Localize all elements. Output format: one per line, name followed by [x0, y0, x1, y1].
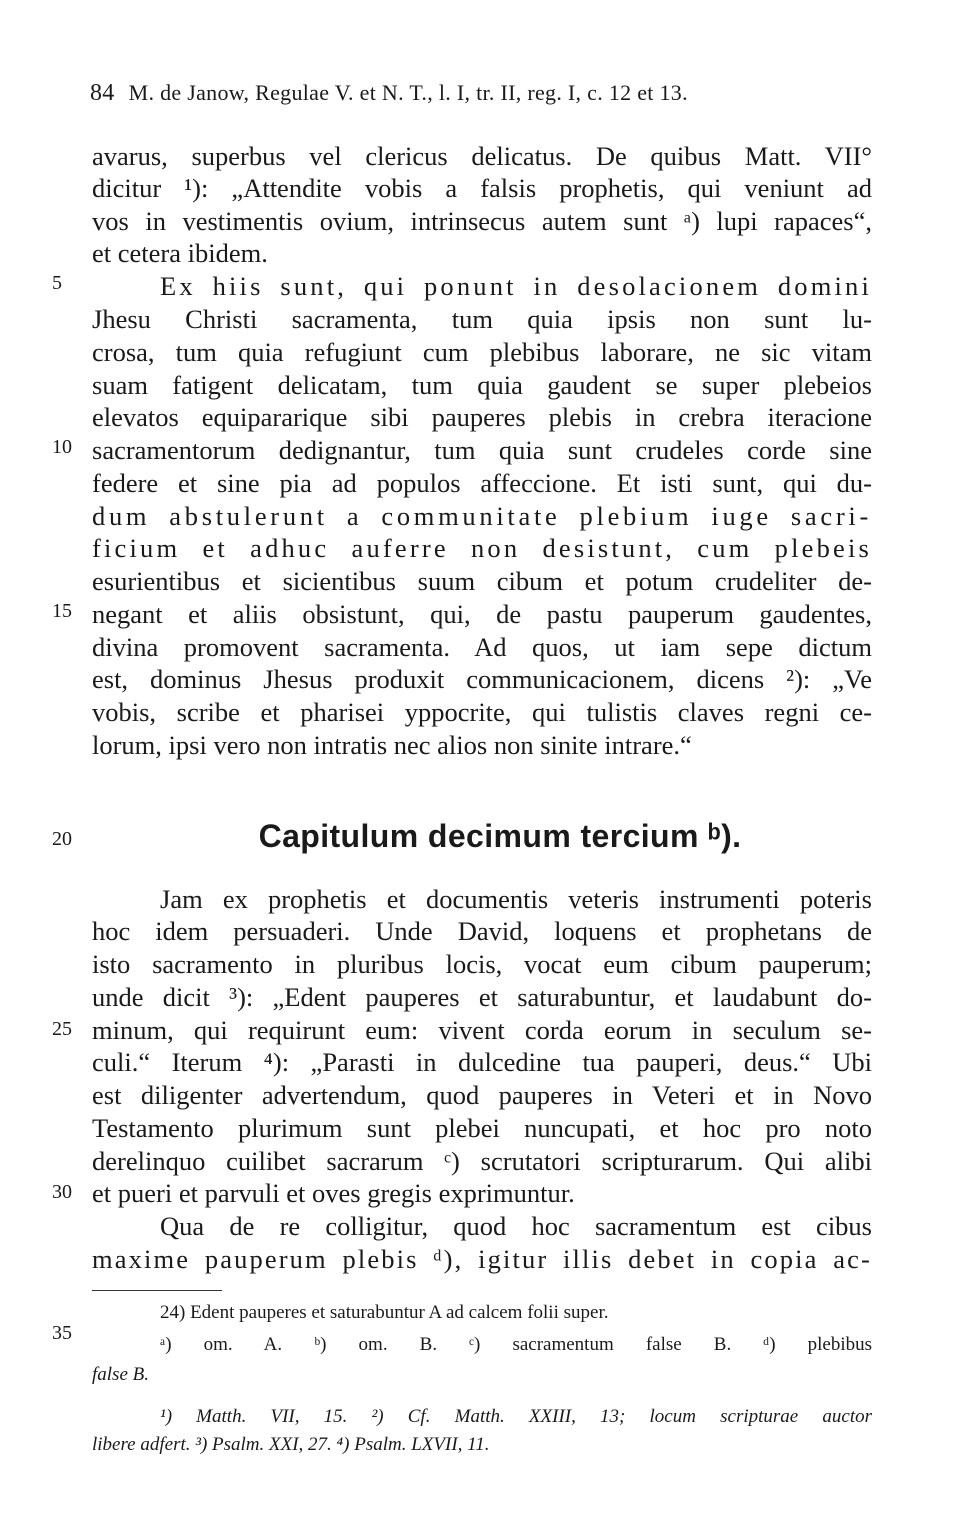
text-line: isto sacramento in pluribus locis, vocat eum cibum pauperum;: [92, 949, 872, 979]
text-line: vobis, scribe et pharisei yppocrite, qui tulistis claves regni ce-: [92, 697, 872, 727]
text-line: minum, qui requirunt eum: vivent corda eorum in seculum se-: [92, 1015, 872, 1045]
text-line: dicitur ¹): „Attendite vobis a falsis prophetis, qui veniunt ad: [92, 173, 872, 203]
line-number: 10: [52, 436, 72, 458]
text-line: unde dicit ³): „Edent pauperes et saturabuntur, et laudabunt do-: [92, 982, 872, 1012]
text-line: est, dominus Jhesus produxit communicacionem, dicens ²): „Ve: [92, 664, 872, 694]
text-line: avarus, superbus vel clericus delicatus. De quibus Matt. VII°: [92, 141, 872, 171]
text-line: suam fatigent delicatam, tum quia gaudent se super plebeios: [92, 370, 872, 400]
footnote-line: 24) Edent pauperes et saturabuntur A ad calcem folii super.: [160, 1302, 609, 1323]
line-number: 20: [52, 828, 72, 850]
line-number: 30: [52, 1181, 72, 1203]
text-line: crosa, tum quia refugiunt cum plebibus laborare, ne sic vitam: [92, 337, 872, 367]
footnote-line: false B.: [92, 1364, 149, 1385]
text-line: Jhesu Christi sacramenta, tum quia ipsis non sunt lu-: [92, 304, 872, 334]
text-line: elevatos equipararique sibi pauperes plebis in crebra iteracione: [92, 402, 872, 432]
line-number: 5: [52, 272, 62, 294]
line-number: 35: [52, 1322, 72, 1344]
text-line: Testamento plurimum sunt plebei nuncupati, et hoc pro noto: [92, 1113, 872, 1143]
text-line: ficium et adhuc auferre non desistunt, cum plebeis: [92, 533, 872, 563]
text-line: culi.“ Iterum ⁴): „Parasti in dulcedine tua pauperi, deus.“ Ubi: [92, 1047, 872, 1077]
footnote-rule: [92, 1290, 222, 1291]
chapter-heading: Capitulum decimum tercium ᵇ).: [258, 818, 742, 854]
text-line: Ex hiis sunt, qui ponunt in desolacionem domini: [160, 271, 872, 301]
text-line: esurientibus et sicientibus suum cibum et potum crudeliter de-: [92, 566, 872, 596]
text-line: sacramentorum dedignantur, tum quia sunt crudeles corde sine: [92, 435, 872, 465]
text-line: divina promovent sacramenta. Ad quos, ut iam sepe dictum: [92, 632, 872, 662]
line-number: 25: [52, 1018, 72, 1040]
text-line: Qua de re colligitur, quod hoc sacramentum est cibus: [160, 1211, 872, 1241]
footnote-line: ᵃ) om. A. ᵇ) om. B. ᶜ) sacramentum false B. ᵈ) plebibus: [160, 1334, 872, 1355]
text-line: lorum, ipsi vero non intratis nec alios non sinite intrare.“: [92, 730, 692, 760]
text-line: derelinquo cuilibet sacrarum ᶜ) scrutatori scripturarum. Qui alibi: [92, 1146, 872, 1176]
page-number: 84: [90, 80, 115, 106]
text-line: vos in vestimentis ovium, intrinsecus autem sunt ᵃ) lupi rapaces“,: [92, 206, 872, 236]
footnote-line: libere adfert. ³) Psalm. XXI, 27. ⁴) Psalm. LXVII, 11.: [92, 1434, 490, 1455]
text-line: et pueri et parvuli et oves gregis exprimuntur.: [92, 1178, 575, 1208]
running-title: M. de Janow, Regulae V. et N. T., l. I, tr. II, reg. I, c. 12 et 13.: [128, 80, 688, 105]
text-line: est diligenter advertendum, quod pauperes in Veteri et in Novo: [92, 1080, 872, 1110]
footnote-line: ¹) Matth. VII, 15. ²) Cf. Matth. XXIII, 13; locum scripturae auctor: [160, 1406, 872, 1427]
text-line: hoc idem persuaderi. Unde David, loquens et prophetans de: [92, 916, 872, 946]
text-line: negant et aliis obsistunt, qui, de pastu pauperum gaudentes,: [92, 599, 872, 629]
text-line: maxime pauperum plebis ᵈ), igitur illis debet in copia ac-: [92, 1244, 872, 1274]
text-line: federe et sine pia ad populos affeccione. Et isti sunt, qui du-: [92, 468, 872, 498]
running-header: [90, 80, 870, 107]
line-number: 15: [52, 600, 72, 622]
text-line: dum abstulerunt a communitate plebium iuge sacri-: [92, 501, 872, 531]
text-line: Jam ex prophetis et documentis veteris instrumenti poteris: [160, 884, 872, 914]
text-line: et cetera ibidem.: [92, 238, 268, 268]
